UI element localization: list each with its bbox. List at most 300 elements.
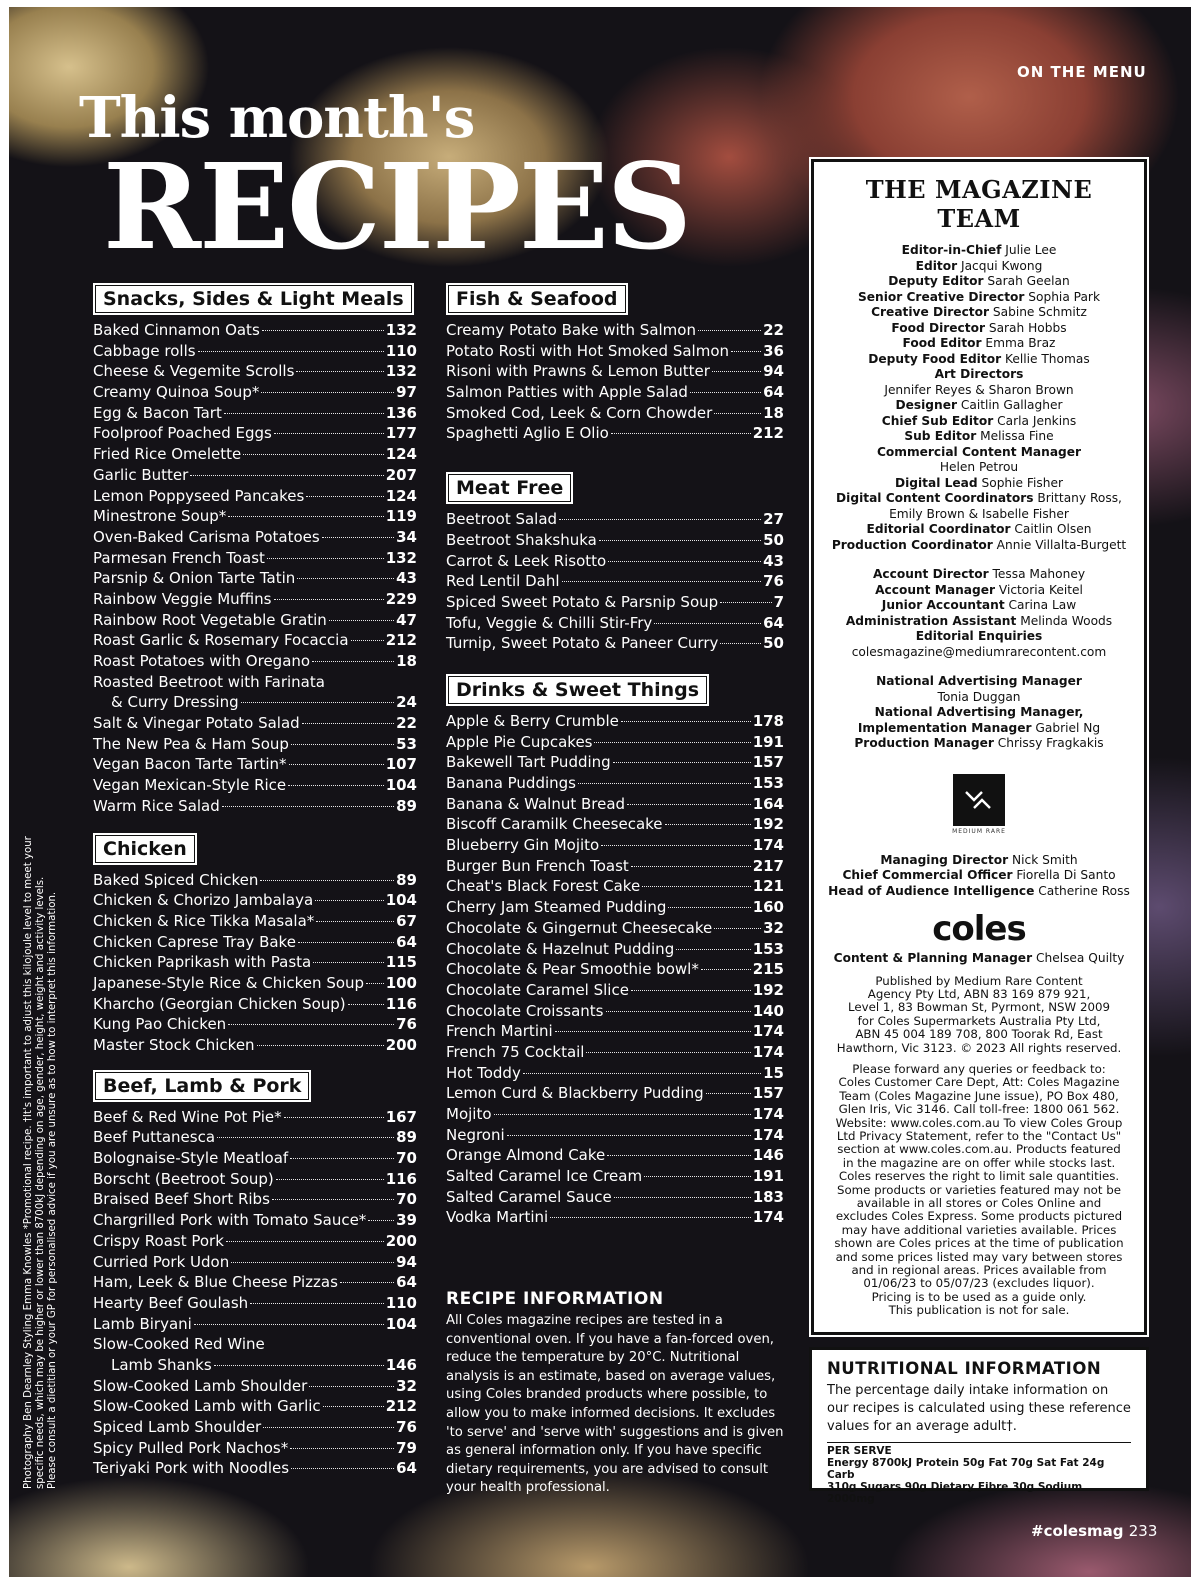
recipe-entry [446, 732, 784, 753]
recipe-entry [93, 506, 417, 527]
recipe-page-number: 22 [396, 714, 417, 733]
recipe-name: French 75 Cocktail [446, 1042, 585, 1061]
leader-dots [523, 1073, 761, 1074]
recipe-page-number: 164 [752, 794, 784, 813]
recipe-page-number: 24 [396, 693, 417, 712]
recipe-entry [446, 856, 784, 877]
leader-dots [322, 537, 394, 538]
team-credit-line: Deputy Food Editor Kellie Thomas [868, 351, 1090, 366]
recipe-entry [93, 651, 417, 672]
text-line: This publication is not for sale. [888, 1303, 1070, 1318]
recipe-entry [93, 890, 417, 911]
recipe-page-number: 94 [763, 362, 784, 381]
team-credit-line: colesmagazine@mediumrarecontent.com [851, 644, 1107, 659]
leader-dots [261, 392, 394, 393]
recipe-page-number: 115 [385, 953, 417, 972]
recipe-page-number: 104 [385, 891, 417, 910]
leader-dots [243, 454, 383, 455]
recipe-entry [93, 1107, 417, 1128]
leader-dots [608, 561, 761, 562]
recipe-page-number: 22 [763, 321, 784, 339]
recipe-page-number: 32 [396, 1376, 417, 1395]
leader-dots [631, 866, 751, 867]
recipe-page-number: 132 [385, 362, 417, 381]
recipe-name: Egg & Bacon Tart [93, 403, 222, 422]
recipe-entry [93, 1148, 417, 1169]
recipe-name: Cherry Jam Steamed Pudding [446, 898, 667, 917]
leader-dots [276, 1179, 384, 1180]
team-credit-line: Jennifer Reyes & Sharon Brown [884, 382, 1074, 397]
side-credits-note: Photography Ben Dearnley Styling Emma Knowles *Promotional recipe. †It's important to adjust this kilojoule level to meet your specific needs, which may be higher or lower than 8700kJ depending on age, gender, height, weight and activity levels. Please consult a dietitian or your GP for personalised advice if you are unsure as to how to interpret this information. [23, 836, 58, 1489]
recipe-page-number: 104 [385, 776, 417, 795]
recipe-page-number: 177 [385, 424, 417, 443]
recipe-name: Chocolate & Pear Smoothie bowl* [446, 960, 699, 979]
recipe-entry [93, 1189, 417, 1210]
recipe-page-number: 32 [763, 918, 784, 937]
recipe-name: Rainbow Root Vegetable Gratin [93, 610, 327, 629]
leader-dots [260, 880, 394, 881]
recipe-name: & Curry Dressing [111, 693, 239, 712]
recipe-entry [446, 794, 784, 815]
recipe-name: Oven-Baked Carisma Potatoes [93, 527, 320, 546]
team-credit-line: Sub Editor Melissa Fine [904, 429, 1054, 443]
recipe-entry [446, 551, 784, 572]
recipe-entry [93, 1334, 417, 1355]
text-line: excludes Coles Express. Some products pictured [835, 1209, 1123, 1224]
team-credit-line: Food Director Sarah Hobbs [891, 320, 1067, 335]
leader-dots [731, 351, 761, 352]
recipe-entry [446, 341, 784, 362]
recipe-entry [93, 754, 417, 775]
team-credit-line: Production Coordinator Annie Villalta-Burgett [831, 537, 1127, 552]
leader-dots [198, 351, 384, 352]
recipe-page-number: 64 [396, 932, 417, 951]
team-credit-line: Digital Content Coordinators Brittany Ross, [836, 491, 1122, 505]
recipe-page-number: 79 [396, 1438, 417, 1457]
recipe-name: Teriyaki Pork with Noodles [93, 1459, 290, 1478]
text-line: Some products or varieties featured may not be [836, 1182, 1122, 1197]
recipe-entry [446, 423, 784, 444]
recipe-name: Baked Spiced Chicken [93, 870, 259, 889]
recipe-entry [446, 814, 784, 835]
recipe-name: Minestrone Soup* [93, 507, 227, 526]
team-credit-line: Production Manager Chrissy Fragkakis [854, 736, 1104, 750]
recipe-entry [93, 1035, 417, 1056]
recipe-page-number: 116 [385, 994, 417, 1013]
team-credit-line: Creative Director Sabine Schmitz [871, 305, 1087, 319]
recipe-column-right [446, 283, 784, 1240]
recipe-entry [446, 1042, 784, 1063]
recipe-name: Bolognaise-Style Meatloaf [93, 1149, 289, 1168]
recipe-name: Fried Rice Omelette [93, 445, 242, 464]
recipe-page-number: 174 [752, 1022, 784, 1041]
recipe-name: Blueberry Gin Mojito [446, 836, 600, 855]
recipe-name: Vodka Martini [446, 1208, 549, 1227]
team-block-management [823, 853, 1135, 900]
recipe-entry [93, 870, 417, 891]
recipe-name: Curried Pork Udon [93, 1252, 230, 1271]
recipe-name: Bakewell Tart Pudding [446, 753, 611, 772]
recipe-page-number: 97 [396, 383, 417, 402]
recipe-name: Chocolate & Hazelnut Pudding [446, 939, 675, 958]
recipe-name: Roast Potatoes with Oregano [93, 652, 311, 670]
leader-dots [578, 783, 751, 784]
section-kicker: ON THE MENU [1017, 63, 1147, 81]
recipe-page-number: 89 [396, 796, 417, 815]
recipe-entry [93, 973, 417, 994]
recipe-page-number: 140 [752, 1001, 784, 1020]
recipe-name: Roast Garlic & Rosemary Focaccia [93, 631, 349, 650]
recipe-name: Slow-Cooked Red Wine [93, 1335, 265, 1354]
recipe-entry [446, 1166, 784, 1187]
leader-dots [366, 983, 384, 984]
leader-dots [272, 1199, 394, 1200]
recipe-page-number: 229 [385, 589, 417, 608]
text-line: may have additional varieties available. Prices [841, 1222, 1117, 1237]
recipe-name: Roasted Beetroot with Farinata [93, 672, 325, 691]
footer-hashtag: #colesmag [1031, 1522, 1124, 1540]
recipe-name: Salted Caramel Ice Cream [446, 1167, 643, 1186]
team-credit-line: Editor-in-Chief Julie Lee [901, 243, 1057, 257]
recipe-name: Tofu, Veggie & Chilli Stir-Fry [446, 613, 653, 632]
leader-dots [555, 1031, 751, 1032]
team-credit-line: Deputy Editor Sarah Geelan [888, 274, 1070, 288]
title-line-2: RECIPES [103, 137, 691, 276]
content-manager-line: Content & Planning Manager Chelsea Quilty [833, 951, 1125, 965]
recipe-entry [446, 530, 784, 551]
recipe-page-number: 207 [385, 465, 417, 484]
section-heading: Fish & Seafood [446, 283, 628, 315]
text-line: Glen Iris, Vic 3146. Call toll-free: 1800 061 562. [838, 1102, 1120, 1117]
recipe-name: Salmon Patties with Apple Salad [446, 383, 688, 402]
recipe-entry [93, 527, 417, 548]
leader-dots [306, 496, 383, 497]
text-line: Website: www.coles.com.au To view Coles Group [835, 1115, 1123, 1130]
leader-dots [627, 804, 751, 805]
recipe-entry [446, 1021, 784, 1042]
leader-dots [507, 1135, 751, 1136]
recipe-page-number: 43 [763, 551, 784, 570]
recipe-page-number: 124 [385, 486, 417, 505]
recipe-entry [93, 1458, 417, 1479]
recipe-page-number: 174 [752, 1208, 784, 1227]
recipe-page-number: 183 [752, 1187, 784, 1206]
leader-dots [298, 942, 394, 943]
recipe-name: Baked Cinnamon Oats [93, 321, 260, 339]
recipe-entry [446, 1001, 784, 1022]
recipe-page-number: 212 [385, 1397, 417, 1416]
recipe-name: Chocolate Croissants [446, 1001, 604, 1020]
recipe-name: The New Pea & Ham Soup [93, 734, 289, 753]
recipe-name: Spicy Pulled Pork Nachos* [93, 1438, 289, 1457]
team-credit-line: Head of Audience Intelligence Catherine Ross [828, 883, 1130, 898]
recipe-entry [446, 876, 784, 897]
leader-dots [599, 540, 761, 541]
leader-dots [257, 1045, 384, 1046]
recipe-page-number: 215 [752, 960, 784, 979]
recipe-entry [93, 1231, 417, 1252]
recipe-entry [93, 465, 417, 486]
recipe-entry [446, 1063, 784, 1084]
recipe-page-number: 50 [763, 530, 784, 549]
recipe-name: Banana & Walnut Bread [446, 794, 626, 813]
recipe-name: Master Stock Chicken [93, 1036, 255, 1054]
recipe-entry [93, 1355, 417, 1376]
recipe-page-number: 192 [752, 815, 784, 834]
leader-dots [228, 1024, 394, 1025]
team-block-editorial [823, 243, 1135, 553]
team-credit-line: Implementation Manager Gabriel Ng [857, 720, 1101, 735]
recipe-page-number: 174 [752, 1125, 784, 1144]
leader-dots [559, 519, 761, 520]
recipe-entry [93, 911, 417, 932]
recipe-page-number: 178 [752, 711, 784, 730]
recipe-name: Borscht (Beetroot Soup) [93, 1169, 274, 1188]
leader-dots [190, 475, 383, 476]
text-line: Team (Coles Magazine June issue), PO Box 480, [839, 1088, 1119, 1103]
leader-dots [714, 413, 761, 414]
leader-dots [224, 413, 384, 414]
nutritional-information-panel [809, 1347, 1149, 1505]
leader-dots [607, 1155, 750, 1156]
leader-dots [274, 433, 384, 434]
team-credit-line: Designer Caitlin Gallagher [895, 398, 1063, 412]
feedback-notice [823, 1063, 1135, 1318]
leader-dots [263, 1427, 394, 1428]
leader-dots [250, 1303, 384, 1304]
leader-dots [631, 990, 751, 991]
recipe-name: Chargrilled Pork with Tomato Sauce* [93, 1211, 367, 1230]
text-line: in the magazine are on offer while stocks last. [842, 1155, 1116, 1170]
leader-dots [706, 1093, 751, 1094]
section-heading: Chicken [93, 833, 197, 865]
leader-dots [267, 558, 384, 559]
leader-dots [288, 785, 384, 786]
recipe-page-number: 50 [763, 634, 784, 653]
recipe-page-number: 191 [752, 732, 784, 751]
medium-rare-logo-icon [953, 774, 1005, 826]
recipe-name: Apple & Berry Crumble [446, 711, 619, 730]
recipe-name: Garlic Butter [93, 465, 189, 484]
recipe-page-number: 124 [385, 445, 417, 464]
leader-dots [323, 1406, 384, 1407]
recipe-page-number: 70 [396, 1149, 417, 1168]
recipe-entry [446, 403, 784, 424]
recipe-name: Orange Almond Cake [446, 1146, 606, 1165]
team-credit-line: National Advertising Manager [876, 674, 1082, 688]
leader-dots [290, 1158, 394, 1159]
recipe-page-number: 157 [752, 1084, 784, 1103]
team-credit-line: Tonia Duggan [937, 689, 1021, 704]
magazine-team-panel [809, 157, 1149, 1337]
magazine-team-title: THE MAGAZINE TEAM [865, 175, 1093, 233]
recipe-entry [446, 1187, 784, 1208]
recipe-page-number: 39 [396, 1211, 417, 1230]
leader-dots [586, 1052, 750, 1053]
text-line: 01/06/23 to 05/07/23 (excludes liquor). [863, 1276, 1095, 1291]
text-line: and in regional areas. Prices available from [851, 1263, 1107, 1278]
recipe-entry [93, 1396, 417, 1417]
coles-logo: coles [932, 909, 1026, 949]
logo-caption: MEDIUM RARE [952, 827, 1006, 835]
recipe-page-number: 174 [752, 836, 784, 855]
team-credit-line: Editorial Enquiries [915, 629, 1043, 643]
team-credit-line: Account Director Tessa Mahoney [872, 567, 1086, 581]
recipe-column-left [93, 283, 417, 1491]
leader-dots [644, 1176, 751, 1177]
recipe-name: Mojito [446, 1105, 492, 1123]
leader-dots [642, 886, 751, 887]
team-credit-line: Digital Lead Sophie Fisher [894, 475, 1064, 490]
leader-dots [351, 640, 384, 641]
recipe-page-number: 64 [396, 1459, 417, 1478]
recipe-name: Salt & Vinegar Potato Salad [93, 714, 300, 733]
text-line: Hawthorn, Vic 3123. © 2023 All rights reserved. [836, 1040, 1122, 1055]
recipe-name: Chicken & Rice Tikka Masala* [93, 911, 315, 930]
text-line: Level 1, 83 Bowman St, Pyrmont, NSW 2009 [848, 1000, 1110, 1015]
team-credit-line: Account Manager Victoria Keitel [875, 582, 1083, 597]
leader-dots [348, 1004, 384, 1005]
recipe-name: Chicken & Chorizo Jambalaya [93, 891, 314, 910]
team-credit-line: Senior Creative Director Sophia Park [857, 289, 1101, 304]
recipe-entry [93, 589, 417, 610]
recipe-page-number: 47 [396, 610, 417, 629]
recipe-name: Red Lentil Dahl [446, 572, 560, 591]
recipe-name: Banana Puddings [446, 774, 576, 792]
leader-dots [315, 900, 383, 901]
recipe-page-number: 146 [752, 1146, 784, 1165]
recipe-name: Smoked Cod, Leek & Corn Chowder [446, 403, 713, 422]
recipe-entry [446, 939, 784, 960]
recipe-entry [446, 592, 784, 613]
recipe-page-number: 110 [385, 341, 417, 360]
leader-dots [621, 721, 751, 722]
recipe-information-body: All Coles magazine recipes are tested in a conventional oven. If you have a fan-forced oven, reduce the temperature by 20°C. Nutritional analysis is an estimate, based on average values, using Coles branded products where possible, to allow you to make informed decisions. It excludes 'to serve' and 'serve with' suggestions and is given as general information only. If you have specific dietary requirements, you are advised to consult your health professional. [446, 1313, 784, 1496]
recipe-page-number: 70 [396, 1190, 417, 1209]
recipe-entry [93, 382, 417, 403]
team-credit-line: Editorial Coordinator Caitlin Olsen [866, 522, 1092, 536]
recipe-name: Chicken Paprikash with Pasta [93, 953, 312, 972]
recipe-entry [446, 1083, 784, 1104]
section-drinks-sweet-things [446, 674, 784, 1228]
recipe-name: Chicken Caprese Tray Bake [93, 932, 296, 951]
publisher-details [823, 975, 1135, 1055]
recipe-page-number: 64 [396, 1273, 417, 1292]
recipe-page-number: 36 [763, 341, 784, 360]
recipe-entry [446, 711, 784, 732]
leader-dots [222, 806, 394, 807]
text-line: Please forward any queries or feedback to: [852, 1061, 1106, 1076]
recipe-name: Risoni with Prawns & Lemon Butter [446, 362, 710, 381]
recipe-name: Vegan Bacon Tarte Tartin* [93, 755, 287, 774]
recipe-page-number: 107 [385, 755, 417, 774]
recipe-page-number: 132 [385, 548, 417, 567]
recipe-page-number: 116 [385, 1169, 417, 1188]
recipe-name: Potato Rosti with Hot Smoked Salmon [446, 341, 730, 360]
recipe-entry [93, 796, 417, 817]
recipe-page-number: 153 [752, 939, 784, 958]
recipe-page-number: 167 [385, 1107, 417, 1126]
text-line: shown are Coles prices at the time of publication [834, 1236, 1124, 1251]
nutritional-information-title: NUTRITIONAL INFORMATION [827, 1359, 1102, 1378]
leader-dots [262, 330, 384, 331]
recipe-entry [446, 897, 784, 918]
leader-dots [329, 620, 394, 621]
leader-dots [214, 1365, 384, 1366]
recipe-page-number: 192 [752, 980, 784, 999]
recipe-name: Creamy Quinoa Soup* [93, 383, 260, 402]
recipe-entry [93, 444, 417, 465]
team-credit-line: Art Directors [934, 367, 1024, 381]
team-credit-line: Junior Accountant Carina Law [881, 598, 1077, 612]
section-heading: Beef, Lamb & Pork [93, 1070, 311, 1102]
recipe-name: Spiced Sweet Potato & Parsnip Soup [446, 592, 719, 611]
recipe-name: Beetroot Shakshuka [446, 530, 597, 549]
title-line-1: This month's [79, 85, 475, 151]
recipe-name: Foolproof Poached Eggs [93, 424, 272, 443]
section-beef-lamb-pork [93, 1070, 417, 1479]
recipe-page-number: 121 [752, 877, 784, 896]
leader-dots [284, 1117, 384, 1118]
recipe-entry [93, 932, 417, 953]
recipe-page-number: 53 [396, 734, 417, 753]
recipe-entry [93, 952, 417, 973]
recipe-page-number: 146 [385, 1355, 417, 1374]
recipe-entry [446, 980, 784, 1001]
recipe-entry [93, 486, 417, 507]
recipe-entry [93, 692, 417, 713]
recipe-entry [93, 1169, 417, 1190]
recipe-entry [446, 382, 784, 403]
recipe-name: Rainbow Veggie Muffins [93, 589, 272, 608]
team-credit-line: National Advertising Manager, [874, 705, 1084, 719]
recipe-page-number: 64 [763, 613, 784, 632]
recipe-name: Spiced Lamb Shoulder [93, 1418, 262, 1436]
recipe-name: Beef & Red Wine Pot Pie* [93, 1107, 282, 1126]
text-line: ABN 45 004 189 708, 800 Toorak Rd, East [855, 1027, 1103, 1042]
recipe-page-number: 212 [752, 424, 784, 443]
recipe-entry [93, 1417, 417, 1438]
recipe-entry [93, 994, 417, 1015]
leader-dots [241, 702, 395, 703]
nutritional-information-body: The percentage daily intake information on our recipes is calculated using these reference values for an average adult†. [827, 1383, 1131, 1434]
recipe-name: Lemon Poppyseed Pancakes [93, 486, 305, 505]
page-number: 233 [1128, 1522, 1158, 1540]
recipe-name: Hearty Beef Goulash [93, 1293, 249, 1312]
leader-dots [289, 764, 384, 765]
recipe-page-number: 200 [385, 1231, 417, 1250]
magazine-page [9, 7, 1191, 1577]
recipe-page-number: 18 [396, 652, 417, 670]
leader-dots [316, 921, 394, 922]
leader-dots [297, 578, 394, 579]
section-fish-seafood [446, 283, 784, 444]
recipe-name: Biscoff Caramilk Cheesecake [446, 815, 663, 834]
recipe-page-number: 119 [385, 507, 417, 526]
recipe-page-number: 89 [396, 870, 417, 889]
leader-dots [302, 723, 394, 724]
recipe-name: Slow-Cooked Lamb with Garlic [93, 1397, 321, 1416]
recipe-page-number: 94 [396, 1252, 417, 1271]
recipe-name: Carrot & Leek Risotto [446, 551, 607, 570]
leader-dots [668, 907, 750, 908]
recipe-page-number: 27 [763, 510, 784, 529]
recipe-name: Braised Beef Short Ribs [93, 1190, 270, 1209]
team-credit-line: Emily Brown & Isabelle Fisher [889, 506, 1069, 521]
per-serve-values: PER SERVE Energy 8700kJ Protein 50g Fat 70g Sat Fat 24g Carb 310g Sugars 90g Dietary Fibre 30g Sodium 2000mg [827, 1442, 1131, 1505]
leader-dots [231, 1262, 394, 1263]
leader-dots [594, 742, 750, 743]
